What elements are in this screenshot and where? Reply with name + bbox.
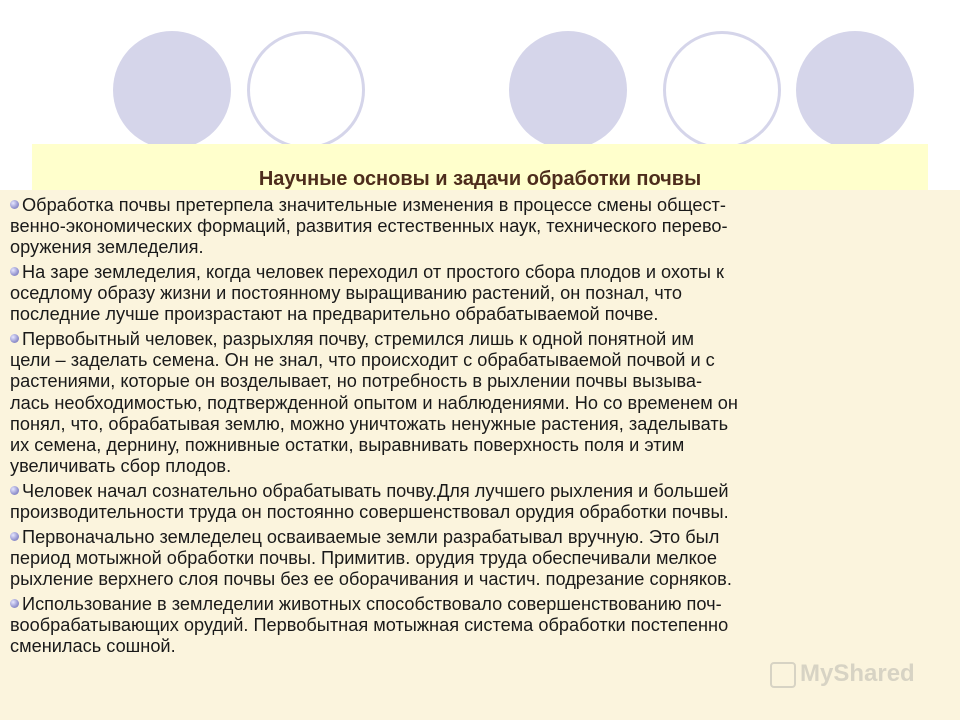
slide-content	[0, 190, 960, 720]
bullet-line: цели – заделать семена. Он не знал, что происходит с обрабатываемой почвой и с	[10, 350, 715, 371]
bullet-line: Первоначально земледелец осваиваемые земли разрабатывал вручную. Это был	[22, 526, 720, 547]
bullet-line: Обработка почвы претерпела значительные изменения в процессе смены общест-	[22, 195, 726, 215]
bullet-line: Первобытный человек, разрыхляя почву, стремился лишь к одной понятной им	[22, 329, 695, 349]
watermark-logo-icon	[770, 662, 796, 688]
bullet-line: Человек начал сознательно обрабатывать почву.Для лучшего рыхления и большей	[22, 480, 729, 501]
bullet-line: понял, что, обрабатывая землю, можно уничтожать ненужные растения, заделывать	[10, 413, 729, 434]
bullet-item	[10, 329, 960, 477]
decor-circle-2	[247, 31, 365, 149]
bullet-line: На заре земледелия, когда человек переходил от простого сбора плодов и охоты к	[22, 262, 724, 282]
watermark	[770, 660, 915, 688]
bullet-line: венно-экономических формаций, развития естественных наук, технического перево-	[10, 216, 728, 237]
bullet-dot-icon	[10, 599, 19, 608]
bullet-dot-icon	[10, 532, 19, 541]
bullet-dot-icon	[10, 486, 19, 495]
bullet-list	[0, 190, 960, 657]
bullet-line: растениями, которые он возделывает, но потребность в рыхлении почвы вызыва-	[10, 371, 703, 392]
watermark-text: MyShared	[800, 660, 915, 687]
bullet-line: сменилась сошной.	[10, 636, 176, 657]
bullet-dot-icon	[10, 267, 19, 276]
title-band	[32, 144, 928, 194]
bullet-line: оседлому образу жизни и постоянному выращиванию растений, он познал, что	[10, 283, 682, 304]
bullet-item	[10, 481, 960, 523]
bullet-item	[10, 195, 960, 259]
bullet-line: вообрабатывающих орудий. Первобытная мотыжная система обработки постепенно	[10, 614, 729, 635]
bullet-line: период мотыжной обработки почвы. Примитив. орудия труда обеспечивали мелкое	[10, 547, 717, 568]
bullet-line: их семена, дернину, пожнивные остатки, выравнивать поверхность поля и этим	[10, 435, 685, 456]
bullet-item	[10, 594, 960, 658]
bullet-item	[10, 527, 960, 591]
bullet-line: последние лучше произрастают на предварительно обрабатываемой почве.	[10, 304, 659, 325]
decor-circle-5	[796, 31, 914, 149]
bullet-line: оружения земледелия.	[10, 237, 204, 258]
decor-circle-3	[509, 31, 627, 149]
bullet-line: рыхление верхнего слоя почвы без ее оборачивания и частич. подрезание сорняков.	[10, 569, 732, 590]
decor-circle-4	[663, 31, 781, 149]
bullet-line: Использование в земледелии животных способствовало совершенствованию поч-	[22, 593, 722, 614]
bullet-dot-icon	[10, 200, 19, 209]
bullet-line: производительности труда он постоянно совершенствовал орудия обработки почвы.	[10, 502, 729, 523]
bullet-item	[10, 262, 960, 326]
bullet-dot-icon	[10, 334, 19, 343]
decor-circle-1	[113, 31, 231, 149]
slide-title: Научные основы и задачи обработки почвы	[258, 168, 702, 190]
bullet-line: увеличивать сбор плодов.	[10, 456, 232, 477]
bullet-line: лась необходимостью, подтвержденной опытом и наблюдениями. Но со временем он	[10, 392, 738, 413]
